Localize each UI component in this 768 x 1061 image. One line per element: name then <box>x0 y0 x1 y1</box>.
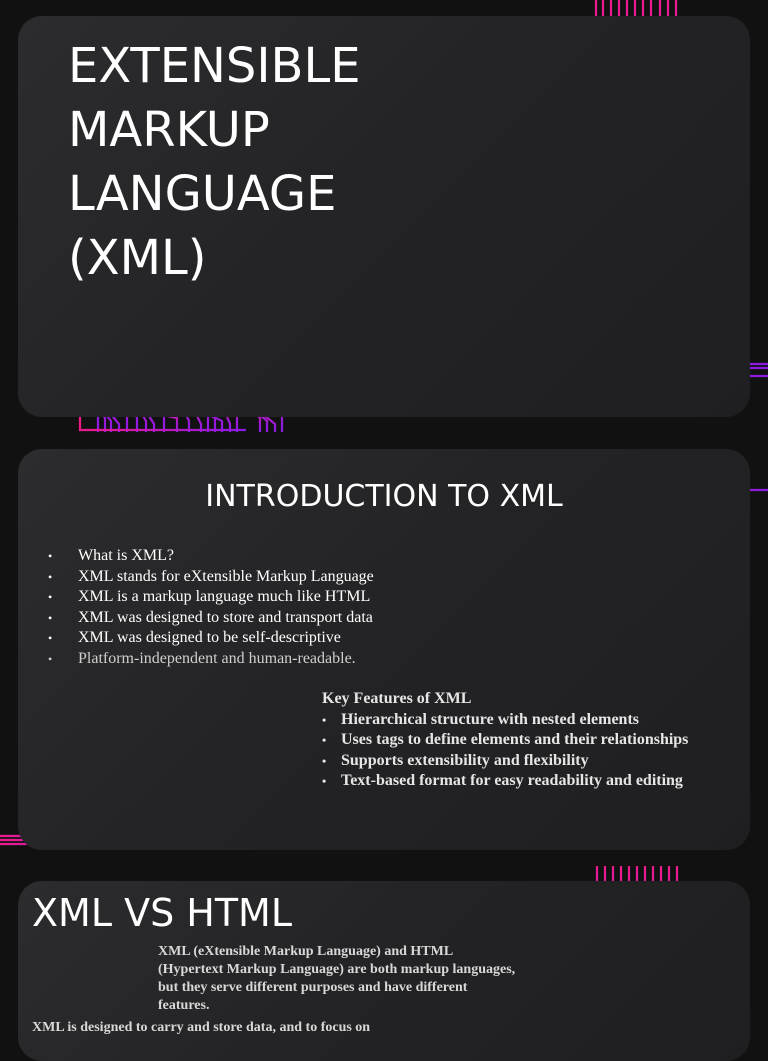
bullet-item: • XML was designed to be self-descriptive <box>54 628 374 649</box>
title-line: LANGUAGE <box>68 166 337 222</box>
title-line: MARKUP <box>68 102 270 158</box>
bullet-item: • What is XML? <box>54 546 374 567</box>
bullet-item: • Platform-independent and human-readable. <box>54 649 374 670</box>
bullet-list <box>54 546 374 669</box>
feature-item: • Text-based format for easy readability and editing <box>322 771 722 792</box>
presentation-title <box>68 34 361 290</box>
slide-introduction <box>18 449 750 850</box>
feature-item: • Supports extensibility and flexibility <box>322 751 722 772</box>
bullet-item: • XML is a markup language much like HTML <box>54 587 374 608</box>
title-line: (XML) <box>68 230 207 286</box>
feature-item: • Uses tags to define elements and their relationships <box>322 730 722 751</box>
slide-title <box>18 16 750 417</box>
key-features-block <box>322 689 722 792</box>
comparison-paragraph: XML (eXtensible Markup Language) and HTML (Hypertext Markup Language) are both markup languages, but they serve different purposes and have different features. <box>158 944 516 1013</box>
comparison-paragraph-continued: XML is designed to carry and store data, and to focus on <box>32 1020 371 1035</box>
key-features-heading: Key Features of XML <box>322 690 472 707</box>
bullet-item: • XML was designed to store and transport data <box>54 608 374 629</box>
slide-xml-vs-html <box>18 881 750 1061</box>
slide-heading: XML VS HTML <box>32 891 293 935</box>
feature-item: • Hierarchical structure with nested elements <box>322 710 722 731</box>
bullet-item: • XML stands for eXtensible Markup Language <box>54 567 374 588</box>
title-line: EXTENSIBLE <box>68 38 361 94</box>
slide-heading: INTRODUCTION TO XML <box>205 479 563 514</box>
key-features-list <box>322 710 722 792</box>
